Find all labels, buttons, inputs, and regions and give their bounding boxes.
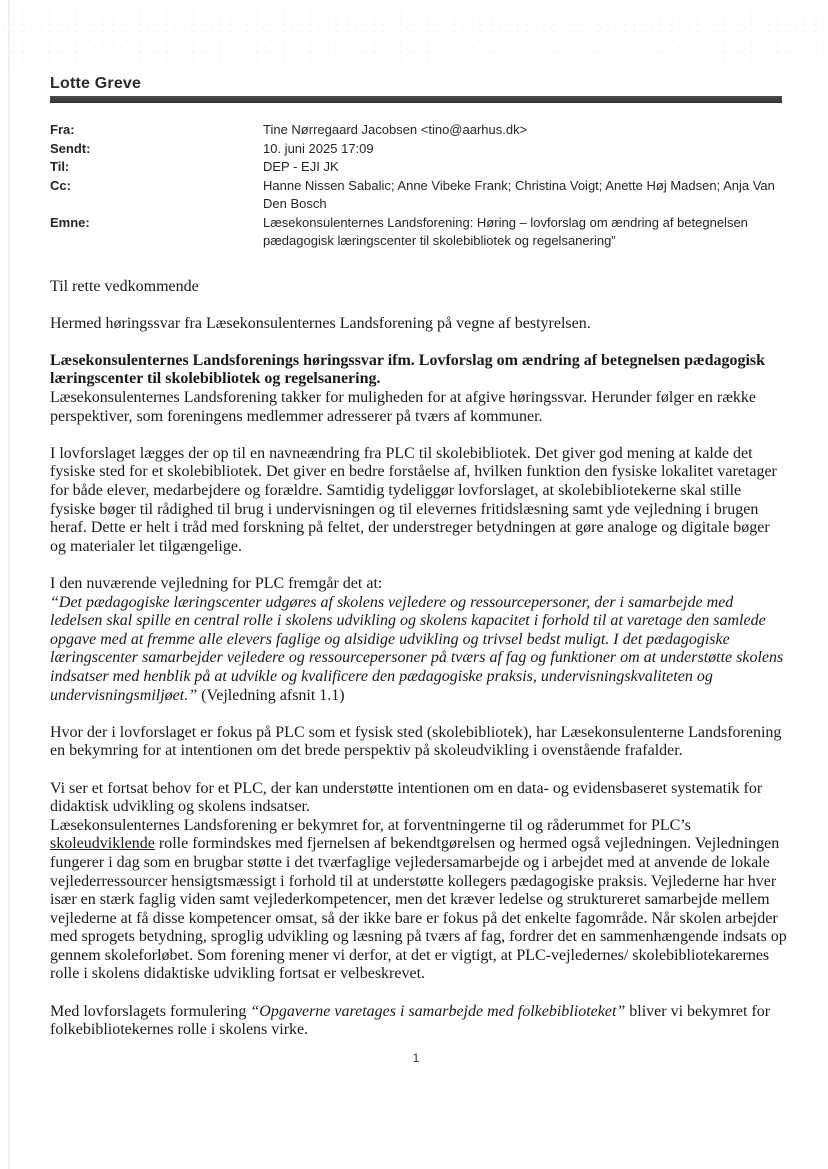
text-run: Læsekonsulenternes Landsforening takker for muligheden for at afgive høringssvar. Herunder følger en række perspektiver, som foreningens medlemmer adresserer på tværs af kommuner. <box>50 389 756 425</box>
text-run: Hvor der i lovforslaget er fokus på PLC som et fysisk sted (skolebibliotek), har Læsekonsulenterne Landsforening en bekymring for at intentionen om det brede perspektiv på skoleudvikling i ovenstående frafalder. <box>50 723 782 760</box>
email-header-value: Tine Nørregaard Jacobsen <tino@aarhus.dk> <box>263 122 528 137</box>
text-run: I den nuværende vejledning for PLC fremgår det at: <box>50 575 383 592</box>
page-number: 1 <box>412 1050 420 1065</box>
paragraph <box>50 575 788 705</box>
page-content <box>50 0 788 1065</box>
email-header-value: Hanne Nissen Sabalic; Anne Vibeke Frank; Christina Voigt; Anette Høj Madsen; Anja Van Den Bosch <box>263 177 775 211</box>
email-header <box>50 121 788 251</box>
text-run: Vi ser et fortsat behov for et PLC, der kan understøtte intentionen om en data- og evidensbaseret systematik for didaktisk udvikling og skolens indsatser. <box>50 779 763 816</box>
email-header-value: Læsekonsulenternes Landsforening: Høring – lovforslag om ændring af betegnelsen pædagogisk læringscenter til skolebibliotek og regelsanering” <box>263 214 748 248</box>
quote-source: (Vejledning afsnit 1.1) <box>197 686 345 704</box>
paragraph <box>50 445 788 557</box>
response-heading: Læsekonsulenternes Landsforenings høringssvar ifm. Lovforslag om ændring af betegnelsen pædagogisk læringscenter til skolebibliotek og regelsanering. <box>50 351 766 388</box>
email-header-label: Cc: <box>50 177 71 193</box>
paragraph <box>50 278 788 297</box>
text-run: I lovforslaget lægges der op til en navneændring fra PLC til skolebibliotek. Det giver god mening at kalde det fysiske sted for et skolebibliotek. Det giver en bedre forståelse af, hvilken funktion den fysiske lokalitet varetager for både elever, medarbejdere og forældre. Samtidig tydeliggør lovforslaget, at skolebibliotekerne skal stille fysiske bøger til rådighed til brug i undervisningen og til elevernes fritidslæsning samt yde vejledning i brugen heraf. Dette er helt i tråd med forskning på feltet, der understreger betydningen at gøre analoge og digitale bøger og materialer let tilgængelige. <box>50 444 777 555</box>
text-run: Læsekonsulenternes Landsforening er bekymret for, at forventningerne til og råderummet for PLC’s <box>50 816 691 834</box>
email-body <box>50 278 788 1040</box>
emphasized-word: skoleudviklende <box>50 835 155 853</box>
email-header-row <box>50 177 788 214</box>
paragraph <box>50 315 788 334</box>
text-run: bliver vi bekymret for folkebibliotekernes rolle i skolens virke. <box>50 1002 771 1039</box>
email-header-label: Fra: <box>50 122 75 137</box>
greeting: Til rette vedkommende <box>50 277 199 295</box>
header-divider <box>50 96 782 103</box>
paragraph <box>50 780 788 985</box>
text-run: Med lovforslagets formulering <box>50 1002 251 1020</box>
email-header-row <box>50 214 788 251</box>
email-header-row <box>50 140 788 159</box>
recipient-name: Lotte Greve <box>50 75 142 92</box>
email-header-row <box>50 158 788 177</box>
regulation-quote: “Det pædagogiske læringscenter udgøres af skolens vejledere og ressourcepersoner, der i samarbejde med ledelsen skal spille en central rolle i skolens udvikling og skolens kapacitet i forhold til at varetage den samlede opgave med at fremme alle elevers faglige og alsidige udvikling og trivsel bedst muligt. I det pædagogiske læringscenter samarbejder vejledere og ressourcepersoner på tværs af fag og funktioner om at understøtte skolens indsatser med henblik på at udvikle og kvalificere den pædagogiske praksis, undervisningskvaliteten og undervisningsmiljøet.” <box>50 593 784 704</box>
bill-quote: “Opgaverne varetages i samarbejde med folkebiblioteket” <box>250 1002 626 1020</box>
email-header-row <box>50 121 788 140</box>
paragraph <box>50 724 788 761</box>
text-run: rolle formindskes med fjernelsen af bekendtgørelsen og hermed også vejledningen. Vejledningen fungerer i dag som en brugbar støtte i det tværfaglige vejledersamarbejde og i arbejdet med at anvende de lokale vejlederressourcer hensigtsmæssigt i forhold til at understøtte kollegers pædagogiske praksis. Vejlederne har hver især en stærk faglig viden samt vejlederkompetencer, men det kræver ledelse og struktureret samarbejde mellem vejlederne at få disse kompetencer omsat, så der ikke bare er fokus på det enkelte fagområde. Når skolen arbejder med sprogets betydning, sproglig udvikling og læsning på tværs af fag, fordrer det en sammenhængende indsats op gennem skoleforløbet. Som forening mener vi derfor, at det er vigtigt, at PLC-vejledernes/ skolebibliotekarernes rolle i skolens didaktiske udvikling fortsat er velbeskrevet. <box>50 835 787 983</box>
intro-line: Hermed høringssvar fra Læsekonsulenternes Landsforening på vegne af bestyrelsen. <box>50 314 591 332</box>
scan-edge-artifact <box>8 0 10 1169</box>
email-header-label: Sendt: <box>50 140 91 156</box>
paragraph <box>50 352 788 426</box>
paragraph <box>50 1003 788 1040</box>
email-header-label: Til: <box>50 159 70 174</box>
email-header-label: Emne: <box>50 214 90 230</box>
email-header-value: 10. juni 2025 17:09 <box>263 140 374 156</box>
email-header-value: DEP - EJI JK <box>263 159 339 174</box>
